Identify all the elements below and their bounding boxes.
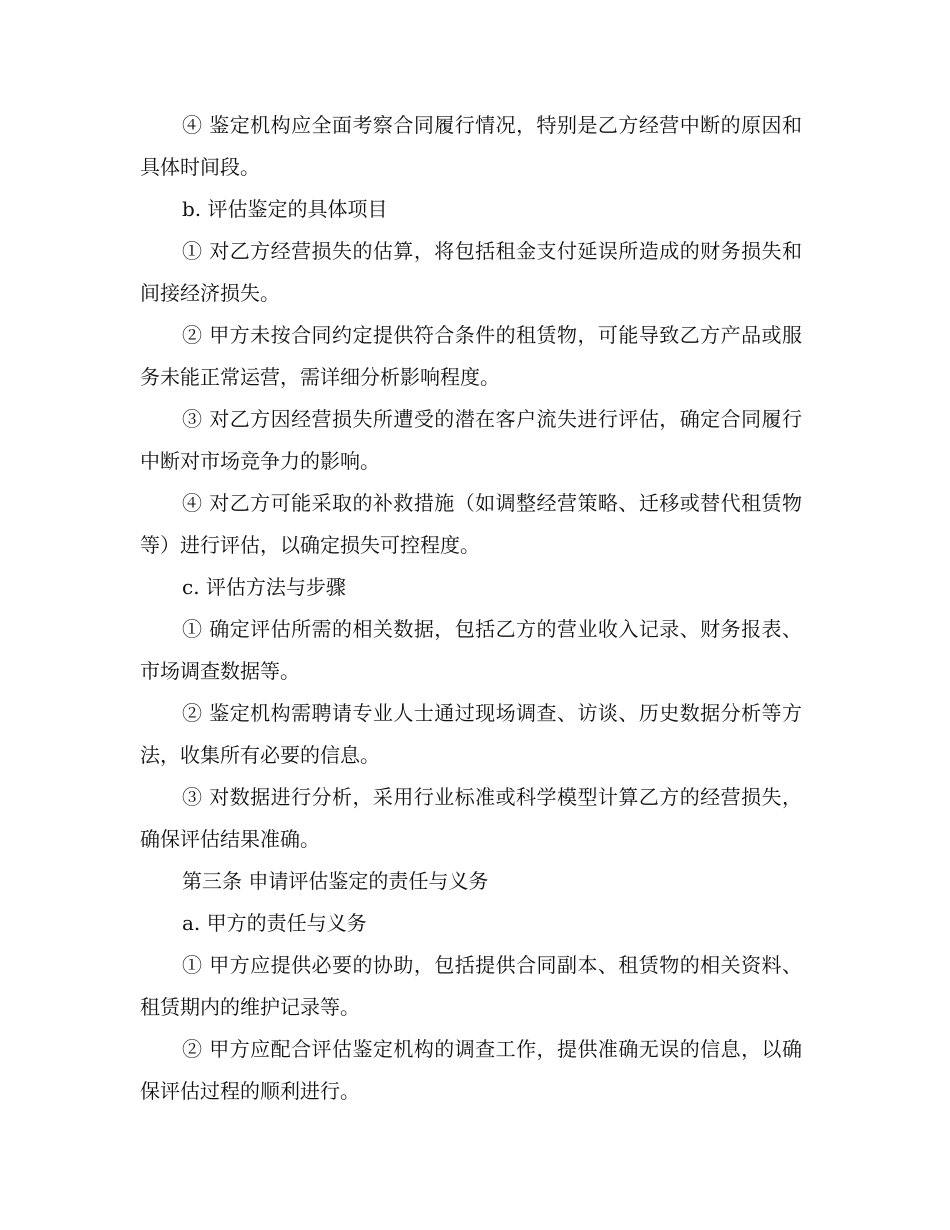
paragraph-item-3-customer-loss: ③ 对乙方因经营损失所遭受的潜在客户流失进行评估，确定合同履行中断对市场竞争力的影响。 bbox=[140, 407, 802, 473]
section-heading-a-party-a: a. 甲方的责任与义务 bbox=[182, 911, 367, 935]
paragraph-item-4-remedies: ④ 对乙方可能采取的补救措施（如调整经营策略、迁移或替代租赁物等）进行评估，以确定损失可控程度。 bbox=[140, 491, 802, 557]
document-page bbox=[140, 104, 802, 1112]
paragraph-item-2-cooperation: ② 甲方应配合评估鉴定机构的调查工作，提供准确无误的信息，以确保评估过程的顺利进行。 bbox=[140, 1037, 802, 1103]
paragraph-item-2-experts: ② 鉴定机构需聘请专业人士通过现场调查、访谈、历史数据分析等方法，收集所有必要的信息。 bbox=[140, 701, 802, 767]
paragraph-item-1-loss-estimate: ① 对乙方经营损失的估算，将包括租金支付延误所造成的财务损失和间接经济损失。 bbox=[140, 239, 802, 305]
paragraph-item-4-inspection-scope: ④ 鉴定机构应全面考察合同履行情况，特别是乙方经营中断的原因和具体时间段。 bbox=[140, 113, 802, 179]
paragraph-item-1-data: ① 确定评估所需的相关数据，包括乙方的营业收入记录、财务报表、市场调查数据等。 bbox=[140, 617, 802, 683]
paragraph-item-2-lease-object: ② 甲方未按合同约定提供符合条件的租赁物，可能导致乙方产品或服务未能正常运营，需详细分析影响程度。 bbox=[140, 323, 802, 389]
paragraph-item-1-assistance: ① 甲方应提供必要的协助，包括提供合同副本、租赁物的相关资料、租赁期内的维护记录等。 bbox=[140, 953, 802, 1019]
section-heading-b-items: b. 评估鉴定的具体项目 bbox=[182, 197, 388, 221]
paragraph-item-3-analysis: ③ 对数据进行分析，采用行业标准或科学模型计算乙方的经营损失，确保评估结果准确。 bbox=[140, 785, 802, 851]
article-heading-3: 第三条 申请评估鉴定的责任与义务 bbox=[182, 869, 489, 893]
section-heading-c-methods: c. 评估方法与步骤 bbox=[182, 575, 346, 599]
